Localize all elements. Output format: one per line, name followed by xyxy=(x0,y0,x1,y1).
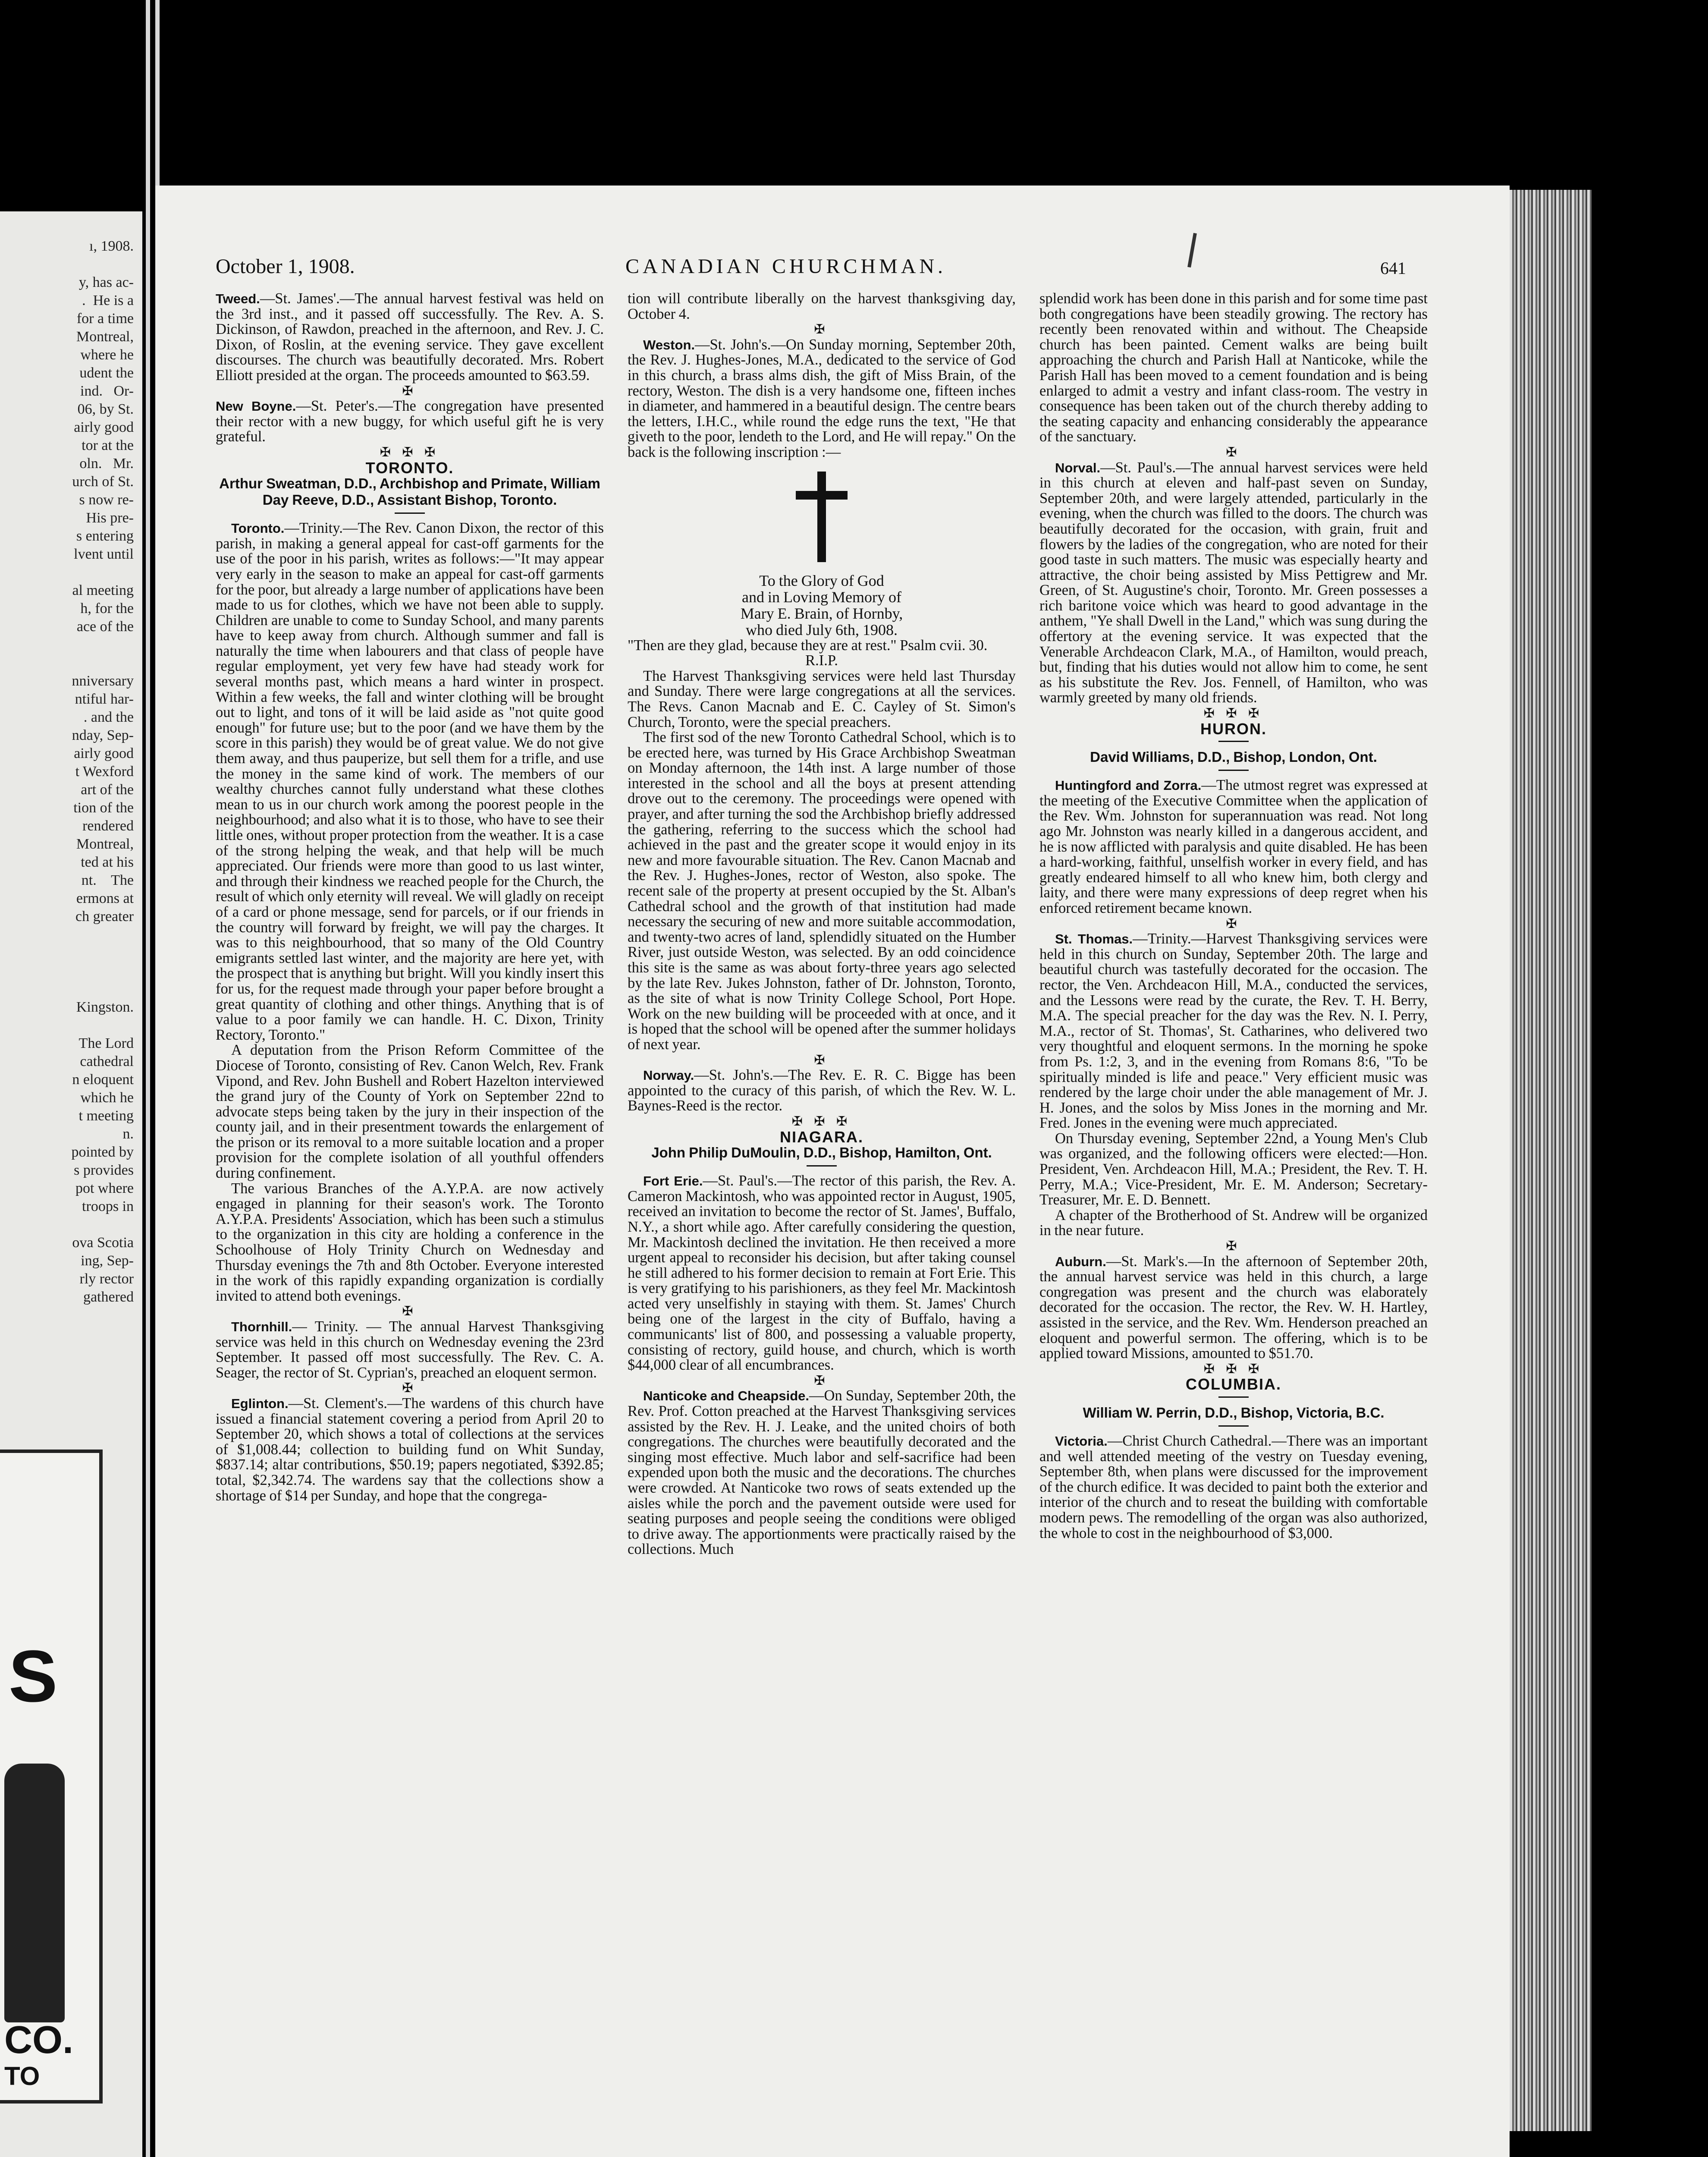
ornament: ✠ ✠ ✠ xyxy=(1203,706,1264,721)
ornament: ✠ xyxy=(402,1381,418,1396)
divider xyxy=(1218,1425,1249,1427)
page-edges xyxy=(1510,190,1592,2131)
ornament: ✠ xyxy=(814,322,829,337)
article-auburn xyxy=(1039,1254,1428,1361)
place-name: Thornhill. xyxy=(231,1319,292,1334)
article-st-thomas xyxy=(1039,931,1428,1131)
bishop-line: William W. Perrin, D.D., Bishop, Victoria, B.C. xyxy=(1083,1404,1385,1421)
divider xyxy=(1218,1396,1249,1398)
ornament: ✠ xyxy=(1226,445,1241,459)
article-continuation: tion will contribute liberally on the harvest thanksgiving day, October 4. xyxy=(628,290,1016,322)
article-text: —St. Paul's.—The rector of this parish, the Rev. A. Cameron Mackintosh, who was appointed rector in August, 1905, received an invitation to become the rector of St. James', Buffalo, N.Y., a short while ago. After carefully considering the question, Mr. Mackintosh declined the invitation. He then received a more urgent appeal to reconsider his decision, but after taking counsel he still adhered to his former decision to remain at Fort Erie. This is very gratifying to his parishioners, as they feel Mr. Mackintosh acted very unselfishly in staying with them. St. James' Church being one of the largest in the city of Buffalo, having a communicants' list of 800, and possessing a valuable property, consisting of rectory, guild house, and church, which is worth $44,000 clear of all encumbrances. xyxy=(628,1173,1016,1374)
article-text: —Christ Church Cathedral.—There was an important and well attended meeting of the vestry on Tuesday evening, September 8th, when plans were discussed for the improvement of the church edifice. It was decided to paint both the exterior and interior of the church and to reseat the building with comfortable modern pews. The remodelling of the organ was also authorized, the whole to cost in the neighbourhood of $3,000. xyxy=(1039,1432,1428,1541)
article-brotherhood: A chapter of the Brotherhood of St. Andrew will be organized in the near future. xyxy=(1039,1207,1428,1239)
article-text: —St. John's.—On Sunday morning, September 20th, the Rev. J. Hughes-Jones, M.A., dedicated to the service of God in this church, a brass alms dish, the gift of Miss Brain, of the rectory, Weston. The dish is a very handsome one, fifteen inches in diameter, and hammered in a beautiful design. The centre bears the letters, I.H.C., while round the edge runs the text, "He that giveth to the poor, lendeth to the Lord, and He will repay." On the back is the following inscription :— xyxy=(628,336,1016,460)
article-text: —On Sunday, September 20th, the Rev. Prof. Cotton preached at the Harvest Thanksgiving services assisted by the Rev. H. J. Leake, and the united choirs of both congregations. The churches were beautifully decorated and the singing most effective. Much labor and self-sacrifice had been expended upon both the music and the decorations. The churches were crowded. At Nanticoke two rows of seats extended up the aisles while the porch and the pavement outside were used for seating purposes and people seeing the conditions were obliged to drive away. The apportionments were practically raised by the collections. Much xyxy=(628,1387,1016,1558)
memorial-verse: "Then are they glad, because they are at rest." Psalm cvii. 30. xyxy=(628,637,988,654)
article-aypa: The various Branches of the A.Y.P.A. are now actively engaged in planning for their season's work. The Toronto A.Y.P.A. Presidents' Association, which has been such a stimulus to the organization in this city are holding a conference in the Schoolhouse of Holy Trinity Church on Wednesday and Thursday evenings the 7th and 8th October. Everyone interested in the work of this rapidly expanding organization is cordially invited to attend both evenings. xyxy=(216,1180,604,1304)
place-name: Huntingford and Zorra. xyxy=(1055,778,1202,793)
ornament: ✠ xyxy=(1226,916,1241,931)
memorial-line: Mary E. Brain, of Hornby, xyxy=(740,604,903,622)
place-name: Fort Erie. xyxy=(643,1173,703,1189)
facing-page xyxy=(0,211,142,2157)
article-toronto xyxy=(216,521,604,1043)
article-new-boyne xyxy=(216,399,604,445)
ad-line-2: TO xyxy=(4,2062,40,2091)
place-name: Nanticoke and Cheapside. xyxy=(643,1388,810,1404)
memorial-line: To the Glory of God xyxy=(759,572,884,589)
column-1 xyxy=(216,291,604,1503)
ad-figure-image xyxy=(4,1764,65,2022)
place-name: St. Thomas. xyxy=(1055,931,1133,947)
article-fort-erie xyxy=(628,1173,1016,1373)
diocese-heading: NIAGARA. xyxy=(780,1128,863,1146)
divider xyxy=(395,513,425,514)
ornament: ✠ xyxy=(402,384,418,398)
memorial-line: who died July 6th, 1908. xyxy=(746,621,898,638)
ad-letter: S xyxy=(9,1635,58,1717)
article-eglinton xyxy=(216,1396,604,1503)
article-text: —The utmost regret was expressed at the meeting of the Executive Committee when the application of the Rev. Wm. Johnston for superannuation was read. Not long ago Mr. Johnston was nearly killed in a dangerous accident, and he is now afflicted with paralysis and quite disabled. He has been a hard-working, faithful, unselfish worker in every field, and has greatly endeared himself to all who knew him, both clergy and laity, and there were many expressions of deep regret when his enforced retirement became known. xyxy=(1039,777,1428,916)
bishop-line: Arthur Sweatman, D.D., Archbishop and Primate, William Day Reeve, D.D., Assistant Bishop, Toronto. xyxy=(219,475,600,508)
article-huntingford xyxy=(1039,778,1428,916)
ornament: ✠ xyxy=(1226,1239,1241,1254)
article-text: —St. Peter's.—The congregation have presented their rector with a new buggy, for which useful gift he is very grateful. xyxy=(216,398,604,445)
place-name: New Boyne. xyxy=(216,399,296,414)
article-thornhill xyxy=(216,1319,604,1380)
ornament: ✠ xyxy=(814,1373,829,1388)
place-name: Norway. xyxy=(643,1068,694,1083)
place-name: Auburn. xyxy=(1055,1254,1106,1269)
divider xyxy=(807,1165,837,1167)
article-text: —St. John's.—The Rev. E. R. C. Bigge has been appointed to the curacy of this parish, of which the Rev. W. L. Baynes-Reed is the rector. xyxy=(628,1067,1016,1114)
article-text: — Trinity. — The annual Harvest Thanksgiving service was held in this church on Wednesday evening the 23rd September. It passed off most successfully. The Rev. C. A. Seager, the rector of St. Cyprian's, preached an eloquent sermon. xyxy=(216,1318,604,1381)
diocese-heading: TORONTO. xyxy=(365,459,454,477)
advertisement xyxy=(0,1450,103,2104)
facing-page-text: ı, 1908. y, has ac- . He is a for a time Montreal, where he udent the ind. Or- 06, by St. airly good tor at the oln. Mr. urch of St. s now re- His pre- s entering lvent until al meeting h, for the ace of the nniversary ntiful har- . and the nday, Sep- airly good t Wexford art of the tion of the rendered Montreal, ted at his nt. The ermons at ch greater Kingston. The Lord cathedral n eloquent which he t meeting n. pointed by s provides pot where troops in ova Scotia ing, Sep- rly rector gathered xyxy=(71,238,134,1305)
article-harvest: The Harvest Thanksgiving services were held last Thursday and Sunday. There were large congregations at all the services. The Revs. Canon Macnab and E. C. Cayley of St. Simon's Church, Toronto, were the special preachers. xyxy=(628,667,1016,730)
article-weston xyxy=(628,337,1016,460)
divider xyxy=(1218,741,1249,742)
article-text: —St. James'.—The annual harvest festival was held on the 3rd inst., and it passed off successfully. The Rev. A. S. Dickinson, of Rawdon, preached in the afternoon, and Rev. J. C. Dixon, of Roslin, at the evening service. They gave excellent discourses. The church was beautifully decorated. Mrs. Robert Elliott presided at the organ. The proceeds amounted to $63.59. xyxy=(216,290,604,384)
publication-title: CANADIAN CHURCHMAN. xyxy=(625,255,947,278)
ornament: ✠ ✠ ✠ xyxy=(791,1114,852,1129)
place-name: Eglinton. xyxy=(231,1396,289,1411)
place-name: Toronto. xyxy=(231,521,285,536)
article-victoria xyxy=(1039,1434,1428,1541)
ornament: ✠ xyxy=(814,1053,829,1067)
article-deputation: A deputation from the Prison Reform Committee of the Diocese of Toronto, consisting of Rev. Canon Welch, Rev. Frank Vipond, and Rev. John Bushell and Robert Hazelton interviewed the grand jury of the County of York on September 22nd to advocate steps being taken by the jury in their inspection of the county jail, and in their presentment towards the enlargement of the prison or its removal to a more suitable location and a proper provision for the complete isolation of all youthful offenders during confinement. xyxy=(216,1042,604,1182)
page-header xyxy=(216,255,1406,280)
article-nanticoke xyxy=(628,1388,1016,1557)
article-text: —St. Mark's.—In the afternoon of September 20th, the annual harvest service was held in this church, a large congregation was present and the church was elaborately decorated for the occasion. The rector, the Rev. W. H. Hartley, assisted in the service, and the Rev. Wm. Henderson preached an eloquent and powerful sermon. The offering, which is to be applied toward Missions, amounted to $51.70. xyxy=(1039,1253,1428,1362)
article-tweed xyxy=(216,291,604,384)
cross-icon xyxy=(796,472,848,562)
article-cathedral-school: The first sod of the new Toronto Cathedral School, which is to be erected here, was turned by His Grace Archbishop Sweatman on Monday afternoon, the 14th inst. A large number of those interested in the school and all the boys at present attending drove out to the ceremony. The proceedings were opened with prayer, and after turning the sod the Archbishop briefly addressed the gathering, referring to the success which the school had achieved in the past and the greater scope it would enjoy in its new and more favourable situation. The Rev. Canon Macnab and the Rev. J. Hughes-Jones, rector of Weston, also spoke. The recent sale of the property at present occupied by the St. Alban's Cathedral school and the growth of that institution had made necessary the securing of new and more suitable accommodation, and twenty-two acres of land, splendidly situated on the Humber River, just outside Weston, was selected. By an odd coincidence this site is the same as was about forty-three years ago selected by the late Rev. Jukes Johnston, father of Dr. Johnston, Toronto, as the site of what is now Trinity College School, Port Hope. Work on the new building will be proceeded with at once, and it is hoped that the school will be opened after the summer holidays of next year. xyxy=(628,729,1016,1053)
place-name: Weston. xyxy=(643,337,695,352)
article-young-mens-club: On Thursday evening, September 22nd, a Young Men's Club was organized, and the following officers were elected:—Hon. President, Ven. Archdeacon Hill, M.A.; President, the Rev. T. H. Perry, M.A.; Vice-President, Mr. E. M. Anderson; Secretary-Treasurer, Mr. E. D. Bennett. xyxy=(1039,1130,1428,1208)
article-text: —Trinity.—Harvest Thanksgiving services were held in this church on Sunday, September 20th. The large and beautiful church was tastefully decorated for the occasion. The rector, the Ven. Archdeacon Hill, M.A., conducted the services, and the Lessons were read by the curate, the Rev. T. H. Berry, M.A. The special preacher for the day was the Rev. N. I. Perry, M.A., rector of St. Thomas', St. Catharines, who delivered two very thoughtful and eloquent sermons. In the morning he spoke from Ps. 1:2, 3, and in the evening from Romans 8:6, "To be spiritually minded is life and peace." Very efficient music was rendered by the large choir under the able management of Mr. J. H. Jones, and the solos by Miss Jones in the morning and Mr. Fred. Jones in the evening were much appreciated. xyxy=(1039,931,1428,1132)
place-name: Norval. xyxy=(1055,460,1101,475)
ad-line-1: CO. xyxy=(4,2019,74,2062)
bishop-line: David Williams, D.D., Bishop, London, Ont. xyxy=(1090,749,1377,765)
memorial-line: and in Loving Memory of xyxy=(742,588,901,606)
diocese-heading: COLUMBIA. xyxy=(1186,1375,1281,1393)
place-name: Victoria. xyxy=(1055,1433,1108,1449)
ornament: ✠ ✠ ✠ xyxy=(380,445,440,459)
article-text: —St. Paul's.—The annual harvest services were held in this church at eleven and half-past seven on Sunday, September 20th, and were largely attended, particularly in the evening, when the church was filled to the doors. The church was beautifully decorated for the occasion, with grain, fruit and flowers by the ladies of the congregation, who are noted for their good taste in such matters. The music was especially hearty and attractive, the choir being assisted by Miss Pettigrew and Mr. Green, of St. Augustine's choir, Toronto. Mr. Green possesses a rich baritone voice which was heard to good advantage in the anthem, "Ye shall Dwell in the Land," which was sung during the offertory at the evening service. It was expected that the Venerable Archdeacon Clark, M.A., of Hamilton, would preach, but, finding that his duties would not allow him to come, he sent as his substitute the Rev. Jos. Fennell, of Hamilton, who was warmly greeted by many old friends. xyxy=(1039,459,1428,706)
article-norval xyxy=(1039,460,1428,706)
rip-line: R.I.P. xyxy=(805,652,838,669)
article-text: —St. Clement's.—The wardens of this church have issued a financial statement covering a period from April 20 to September 20, which shows a total of collections at the services of $1,008.44; collection to building fund on Whit Sunday, $837.14; altar contributions, $50.19; papers negotiated, $392.85; total, $2,342.74. The wardens say that the collections show a shortage of $14 per Sunday, and hope that the congrega- xyxy=(216,1395,604,1504)
article-text: —Trinity.—The Rev. Canon Dixon, the rector of this parish, in making a general appeal for cast-off garments for the use of the poor in his parish, writes as follows:—"It may appear very early in the season to make an appeal for cast-off garments for the poor, but already a large number of applications have been made to us for clothes, which we have not been able to supply. Children are unable to come to Sunday School, and many parents have to keep away from church. Although summer and fall is naturally the time when labourers and that class of people have regular employment, yet very few have had steady work for several months past, which means a hard winter in prospect. Within a few weeks, the fall and winter clothing will be brought out to light, and tons of it will be laid aside as "not quite good enough" for future use; but to the poor (and we have them by the score in this parish) they would be of great value. We do not give them away, and thus pauperize, but sell them for a trifle, and use the money in the same kind of work. The members of our wealthy churches cannot fully understand what these clothes mean to us in our church work among the poorest people in the neighbourhood; and also what it is to those, who have to see their little ones, without proper protection from the weather. It is a case of the strong helping the weak, and that help will be much appreciated. Our friends were more than good to us last winter, and through their kindness we reached people for the Church, the result of which only eternity will reveal. We will gladly on receipt of a card or phone message, send for parcels, or if our friends in the country will forward by freight, we will pay the charges. It was to this neighbourhood, that so many of the Old Country emigrants settled last winter, and the majority are here yet, with the prospect that is anything but bright. Will you kindly insert this for us, for the request made through your paper before brought a great quantity of clothing and other things. Anything that is of value to a poor family we can handle. H. C. Dixon, Trinity Rectory, Toronto." xyxy=(216,520,604,1043)
place-name: Tweed. xyxy=(216,291,260,306)
article-norway xyxy=(628,1068,1016,1114)
article-continuation: splendid work has been done in this parish and for some time past both congregations have been steadily growing. The rectory has recently been renovated within and without. The Cheapside church has been painted. Cement walks are being built approaching the church and Parish Hall at Nanticoke, while the Parish Hall has been moved to a cement foundation and is being enlarged to admit a vestry and infant class-room. The vestry in consequence has been taken out of the church thereby adding to the seating capacity and enhancing considerably the appearance of the sanctuary. xyxy=(1039,290,1428,445)
column-3 xyxy=(1039,291,1428,1541)
column-2 xyxy=(628,291,1016,1557)
divider xyxy=(1218,770,1249,771)
bishop-line: John Philip DuMoulin, D.D., Bishop, Hamilton, Ont. xyxy=(651,1145,992,1161)
diocese-heading: HURON. xyxy=(1200,720,1267,738)
issue-date: October 1, 1908. xyxy=(216,255,355,278)
ornament: ✠ xyxy=(402,1304,418,1319)
page-number: 641 xyxy=(1380,258,1406,278)
ornament: ✠ ✠ ✠ xyxy=(1203,1361,1264,1376)
